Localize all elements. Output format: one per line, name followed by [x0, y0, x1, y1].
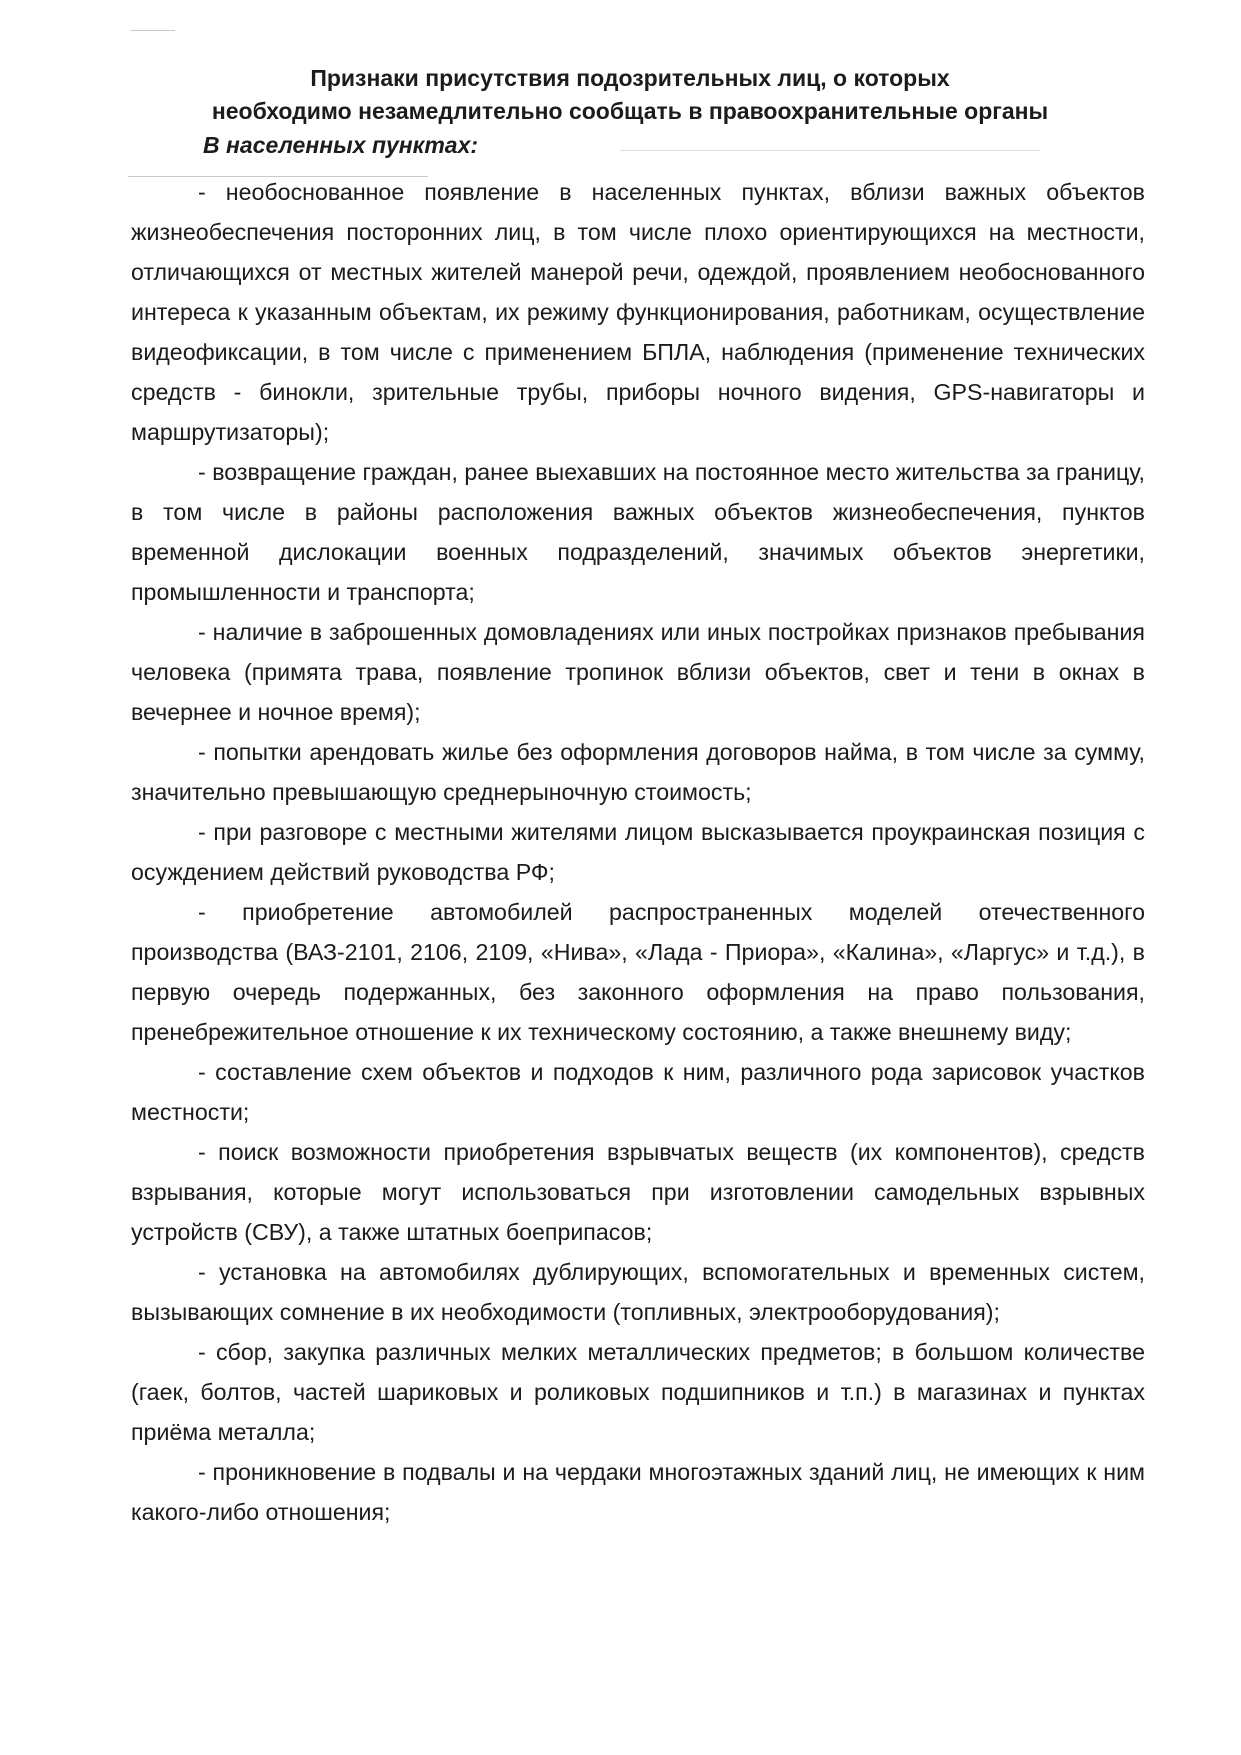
- list-item: - попытки арендовать жилье без оформления договоров найма, в том числе за сумму, значительно превышающую среднерыночную стоимость;: [131, 739, 1145, 805]
- list-item: - поиск возможности приобретения взрывчатых веществ (их компонентов), средств взрывания, которые могут использоваться при изготовлении самодельных взрывных устройств (СВУ), а также штатных боеприпасов;: [131, 1139, 1145, 1245]
- scan-artifact: [130, 30, 175, 31]
- list-item: - составление схем объектов и подходов к ним, различного рода зарисовок участков местности;: [131, 1059, 1145, 1125]
- title-line-2: необходимо незамедлительно сообщать в правоохранительные органы: [211, 98, 1049, 124]
- title-line-1: Признаки присутствия подозрительных лиц, о которых: [310, 65, 950, 91]
- section-subheading: В населенных пунктах:: [203, 132, 479, 158]
- list-item: - необоснованное появление в населенных пунктах, вблизи важных объектов жизнеобеспечения посторонних лиц, в том числе плохо ориентирующихся на местности, отличающихся от местных жителей манерой речи, одеждой, проявлением необоснованного интереса к указанным объектам, их режиму функционирования, работникам, осуществление видеофиксации, в том числе с применением БПЛА, наблюдения (применение технических средств - бинокли, зрительные трубы, приборы ночного видения, GPS-навигаторы и маршрутизаторы);: [131, 179, 1145, 445]
- document-body: [131, 172, 1145, 1532]
- list-item: - установка на автомобилях дублирующих, вспомогательных и временных систем, вызывающих сомнение в их необходимости (топливных, электрооборудования);: [131, 1259, 1145, 1325]
- list-item: - проникновение в подвалы и на чердаки многоэтажных зданий лиц, не имеющих к ним какого-либо отношения;: [131, 1459, 1145, 1525]
- list-item: - сбор, закупка различных мелких металлических предметов; в большом количестве (гаек, болтов, частей шариковых и роликовых подшипников и т.п.) в магазинах и пунктах приёма металла;: [131, 1339, 1145, 1445]
- document-title: [130, 62, 1130, 128]
- list-item: - приобретение автомобилей распространенных моделей отечественного производства (ВАЗ-2101, 2106, 2109, «Нива», «Лада - Приора», «Калина», «Ларгус» и т.д.), в первую очередь подержанных, без законного оформления на право пользования, пренебрежительное отношение к их техническому состоянию, а также внешнему виду;: [131, 899, 1145, 1045]
- list-item: - при разговоре с местными жителями лицом высказывается проукраинская позиция с осуждением действий руководства РФ;: [131, 819, 1145, 885]
- list-item: - возвращение граждан, ранее выехавших на постоянное место жительства за границу, в том числе в районы расположения важных объектов жизнеобеспечения, пунктов временной дислокации военных подразделений, значимых объектов энергетики, промышленности и транспорта;: [131, 459, 1145, 605]
- list-item: - наличие в заброшенных домовладениях или иных постройках признаков пребывания человека (примята трава, появление тропинок вблизи объектов, свет и тени в окнах в вечернее и ночное время);: [131, 619, 1145, 725]
- scan-artifact: [620, 150, 1040, 151]
